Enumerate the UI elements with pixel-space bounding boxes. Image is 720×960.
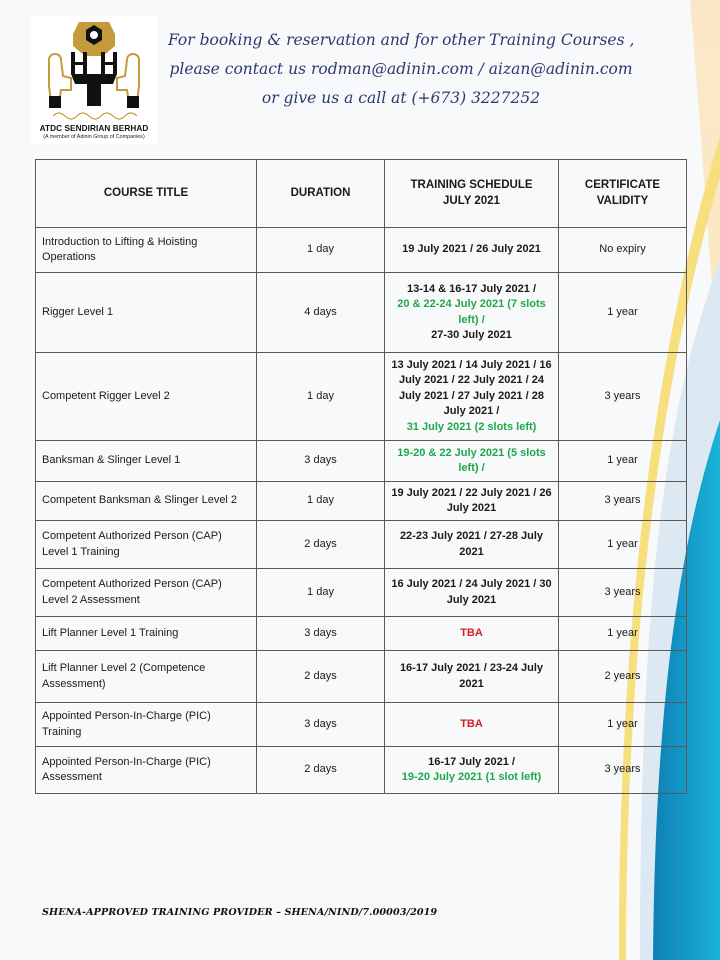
duration-cell: 1 day — [257, 353, 385, 441]
schedule-dates: 13 July 2021 / 14 July 2021 / 16 July 2021 / 22 July 2021 / 24 July 2021 / 27 July 2021 / 28 July 2021 / — [391, 358, 552, 418]
header-duration: DURATION — [257, 160, 385, 228]
table-row — [36, 273, 687, 353]
logo-emblem-icon — [31, 16, 157, 124]
duration-cell: 3 days — [257, 703, 385, 747]
schedule-dates: 22-23 July 2021 / 27-28 July 2021 — [399, 530, 544, 558]
course-title-cell: Lift Planner Level 1 Training — [36, 617, 257, 651]
approval-footer: SHENA-APPROVED TRAINING PROVIDER – SHENA/NIND/7.00003/2019 — [42, 907, 438, 918]
table-row — [36, 228, 687, 273]
contact-info — [168, 26, 634, 113]
schedule-tba: TBA — [460, 717, 483, 730]
table-row — [36, 703, 687, 747]
contact-line-3[interactable]: or give us a call at (+673) 3227252 — [261, 89, 541, 107]
table-body — [36, 228, 687, 794]
schedule-dates: 13-14 & 16-17 July 2021 / — [406, 282, 537, 295]
duration-cell: 2 days — [257, 747, 385, 794]
course-title-cell: Competent Authorized Person (CAP) Level 2 Assessment — [36, 569, 257, 617]
contact-line-1: For booking & reservation and for other Training Courses , — [168, 31, 635, 49]
logo-company-name: ATDC SENDIRIAN BERHAD — [39, 124, 149, 133]
certificate-validity-cell: 3 years — [559, 482, 687, 521]
table-row — [36, 521, 687, 569]
certificate-validity-cell: 1 year — [559, 703, 687, 747]
company-logo — [31, 16, 157, 144]
schedule-cell — [385, 228, 559, 273]
schedule-dates: 19 July 2021 / 26 July 2021 — [402, 243, 541, 256]
table-row — [36, 747, 687, 794]
schedule-available-slots: 19-20 July 2021 (1 slot left) — [401, 771, 542, 783]
duration-cell: 1 day — [257, 482, 385, 521]
schedule-cell — [385, 747, 559, 794]
table-row — [36, 569, 687, 617]
header-validity-line-1: CERTIFICATE — [584, 179, 661, 191]
schedule-cell — [385, 703, 559, 747]
certificate-validity-cell: 3 years — [559, 747, 687, 794]
table-row — [36, 651, 687, 703]
duration-cell: 3 days — [257, 617, 385, 651]
schedule-cell — [385, 441, 559, 482]
schedule-dates: 27-30 July 2021 — [431, 329, 512, 341]
course-title-cell: Rigger Level 1 — [36, 273, 257, 353]
header-validity-line-2: VALIDITY — [596, 194, 649, 207]
schedule-dates: 16-17 July 2021 / 23-24 July 2021 — [399, 662, 544, 690]
table-header-row — [36, 160, 687, 228]
certificate-validity-cell: 2 years — [559, 651, 687, 703]
schedule-cell — [385, 521, 559, 569]
duration-cell: 1 day — [257, 569, 385, 617]
schedule-dates: 19 July 2021 / 22 July 2021 / 26 July 2021 — [391, 486, 552, 514]
duration-cell: 4 days — [257, 273, 385, 353]
schedule-available-slots: 20 & 22-24 July 2021 (7 slots left) / — [397, 298, 546, 326]
schedule-dates: 16 July 2021 / 24 July 2021 / 30 July 2021 — [391, 578, 552, 606]
duration-cell: 2 days — [257, 651, 385, 703]
course-title-cell: Competent Banksman & Slinger Level 2 — [36, 482, 257, 521]
header-certificate-validity — [559, 160, 687, 228]
table-row — [36, 441, 687, 482]
schedule-available-slots: 19-20 & 22 July 2021 (5 slots left) / — [397, 446, 546, 474]
certificate-validity-cell: No expiry — [559, 228, 687, 273]
schedule-cell — [385, 482, 559, 521]
schedule-available-slots: 31 July 2021 (2 slots left) — [406, 420, 537, 433]
training-schedule-table — [35, 159, 687, 794]
header-schedule-line-2: JULY 2021 — [443, 194, 500, 207]
course-title-cell: Competent Authorized Person (CAP) Level 1 Training — [36, 521, 257, 569]
schedule-cell — [385, 353, 559, 441]
certificate-validity-cell: 3 years — [559, 569, 687, 617]
schedule-tba: TBA — [460, 626, 483, 639]
schedule-cell — [385, 273, 559, 353]
course-title-cell: Competent Rigger Level 2 — [36, 353, 257, 441]
header-course-title: COURSE TITLE — [36, 160, 257, 228]
header-training-schedule — [385, 160, 559, 228]
schedule-cell — [385, 569, 559, 617]
duration-cell: 3 days — [257, 441, 385, 482]
course-title-cell: Lift Planner Level 2 (Competence Assessment) — [36, 651, 257, 703]
header-schedule-line-1: TRAINING SCHEDULE — [410, 179, 533, 191]
table-row — [36, 482, 687, 521]
schedule-dates: 16-17 July 2021 / — [428, 755, 515, 768]
course-title-cell: Introduction to Lifting & Hoisting Operations — [36, 228, 257, 273]
duration-cell: 1 day — [257, 228, 385, 273]
logo-tagline: (A member of Adinin Group of Companies) — [43, 134, 145, 140]
certificate-validity-cell: 1 year — [559, 441, 687, 482]
table-row — [36, 617, 687, 651]
contact-line-2[interactable]: please contact us rodman@adinin.com / aizan@adinin.com — [169, 60, 633, 78]
certificate-validity-cell: 1 year — [559, 273, 687, 353]
certificate-validity-cell: 1 year — [559, 617, 687, 651]
table-row — [36, 353, 687, 441]
schedule-cell — [385, 617, 559, 651]
course-title-cell: Banksman & Slinger Level 1 — [36, 441, 257, 482]
certificate-validity-cell: 3 years — [559, 353, 687, 441]
schedule-cell — [385, 651, 559, 703]
certificate-validity-cell: 1 year — [559, 521, 687, 569]
duration-cell: 2 days — [257, 521, 385, 569]
course-title-cell: Appointed Person-In-Charge (PIC) Assessment — [36, 747, 257, 794]
course-title-cell: Appointed Person-In-Charge (PIC) Training — [36, 703, 257, 747]
